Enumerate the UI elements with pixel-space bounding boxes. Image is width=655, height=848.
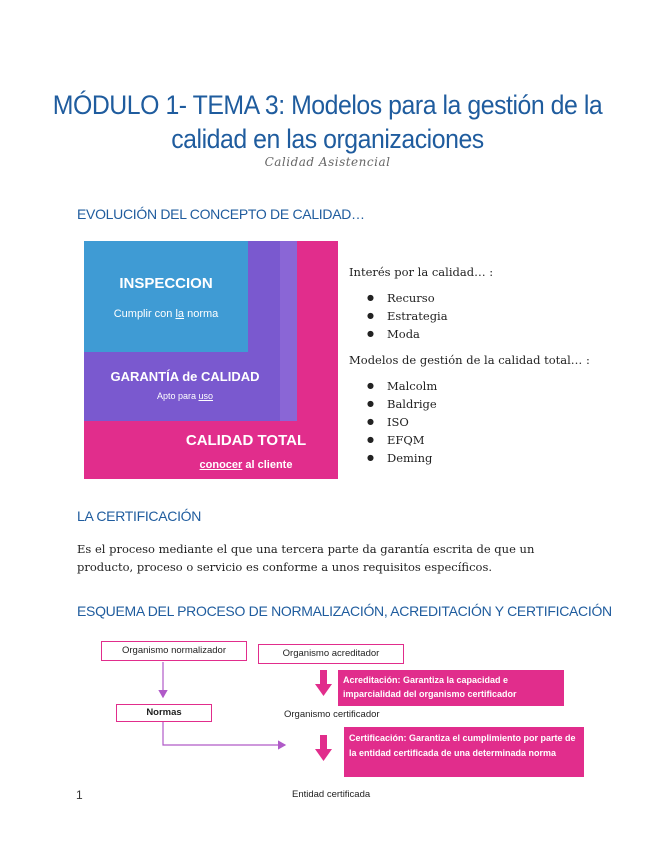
section-heading-scheme: ESQUEMA DEL PROCESO DE NORMALIZACIÓN, ACREDITACIÓN Y CERTIFICACIÓN xyxy=(77,603,612,619)
inspeccion-sub-pre: Cumplir con xyxy=(113,308,176,320)
entidad-certificada-label: Entidad certificada xyxy=(292,789,371,800)
inspeccion-sub-underlined: la xyxy=(175,308,185,320)
quality-evolution-diagram xyxy=(84,241,338,479)
title-line-1: MÓDULO 1- TEMA 3: Modelos para la gestión de la xyxy=(52,90,603,120)
list-item: ● EFQM xyxy=(387,431,639,449)
calidad-total-label: CALIDAD TOTAL xyxy=(185,432,307,449)
list-item: ● Estrategia xyxy=(387,307,639,325)
total-sub-post: al cliente xyxy=(242,459,293,471)
list-item: ● Recurso xyxy=(387,289,639,307)
acreditacion-box: Acreditación: Garantiza la capacidad e imparcialidad del organismo certificador xyxy=(338,670,564,706)
list-item: ● Moda xyxy=(387,325,639,343)
interest-list xyxy=(349,289,639,343)
list-item: ● ISO xyxy=(387,413,639,431)
organismo-certificador-label: Organismo certificador xyxy=(284,709,380,720)
page-title xyxy=(26,88,629,156)
garantia-sub-pre: Apto para xyxy=(156,391,199,401)
inspeccion-sublabel xyxy=(84,308,248,320)
garantia-sublabel xyxy=(84,391,286,401)
models-label: Modelos de gestión de la calidad total… : xyxy=(349,353,590,367)
down-arrow-icon xyxy=(315,670,332,696)
garantia-sub-underlined: uso xyxy=(198,391,214,401)
list-item: ● Baldrige xyxy=(387,395,639,413)
quality-lists xyxy=(349,263,639,471)
inspeccion-label: INSPECCION xyxy=(119,275,213,292)
organismo-acreditador-box: Organismo acreditador xyxy=(258,644,404,664)
list-item: ● Deming xyxy=(387,449,639,467)
arrow-normas-to-entidad xyxy=(163,721,285,745)
total-sub-underlined: conocer xyxy=(199,459,243,471)
models-list xyxy=(349,377,639,467)
calidad-total-sublabel xyxy=(154,459,338,471)
title-line-2: calidad en las organizaciones xyxy=(171,124,484,154)
garantia-label: GARANTÍA de CALIDAD xyxy=(110,369,260,384)
section-heading-evolution: EVOLUCIÓN DEL CONCEPTO DE CALIDAD… xyxy=(77,206,365,222)
interest-label: Interés por la calidad… : xyxy=(349,265,494,279)
down-arrow-icon xyxy=(315,735,332,761)
normas-box: Normas xyxy=(116,704,212,722)
certificacion-box: Certificación: Garantiza el cumplimiento por parte de la entidad certificada de una determinada norma xyxy=(344,727,584,777)
organismo-normalizador-box: Organismo normalizador xyxy=(101,641,247,661)
list-item: ● Malcolm xyxy=(387,377,639,395)
page-subtitle: Calidad Asistencial xyxy=(264,155,391,169)
certification-paragraph: Es el proceso mediante el que una tercera parte da garantía escrita de que un producto, proceso o servicio es conforme a unos requisitos específicos. xyxy=(77,542,535,574)
section-heading-certification: LA CERTIFICACIÓN xyxy=(77,508,202,524)
inspeccion-sub-post: norma xyxy=(184,308,219,320)
inspeccion-box xyxy=(84,241,248,352)
page-number: 1 xyxy=(76,788,83,802)
